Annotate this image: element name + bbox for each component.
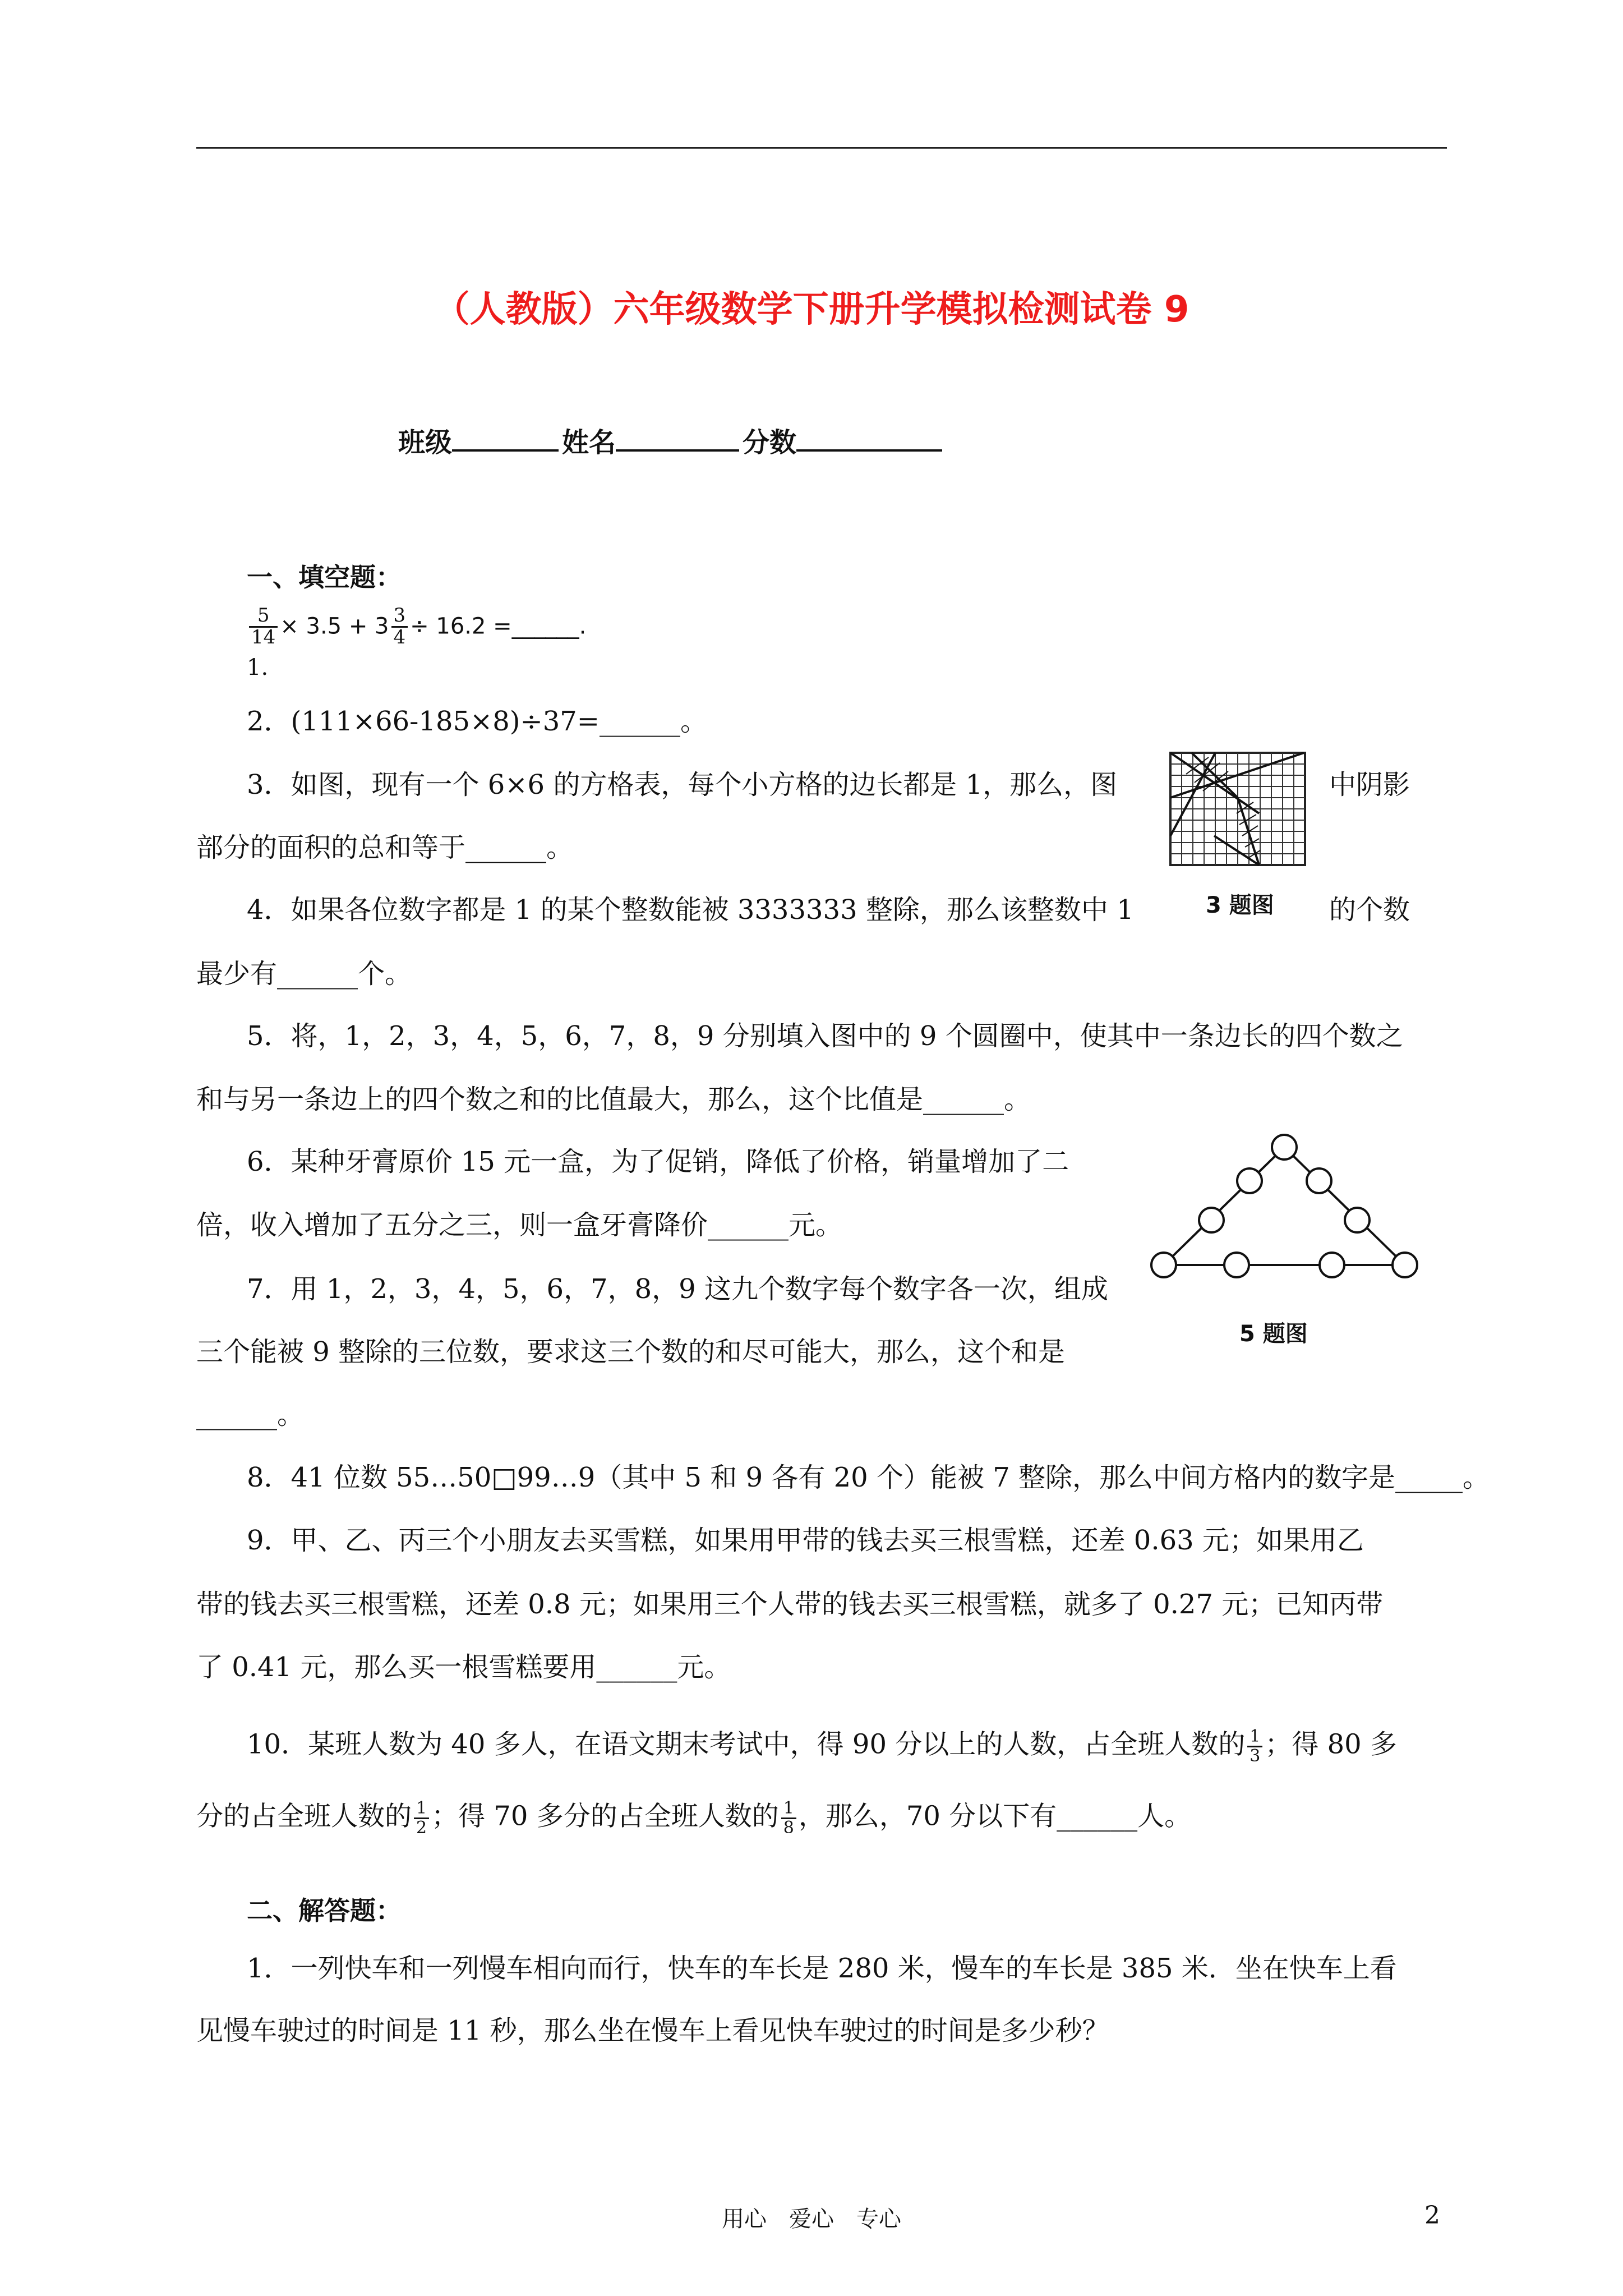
question-3-line-1-end: 中阴影 <box>1329 769 1410 800</box>
fraction: $\frac{5}{14}$ <box>249 606 278 647</box>
question-3-line-2: 部分的面积的总和等于______。 <box>196 832 574 863</box>
fraction: $\frac{1}{8}$ <box>781 1800 796 1837</box>
score-label: 分数 <box>743 427 797 458</box>
question-7-line-3: ______。 <box>196 1399 305 1430</box>
page-number: 2 <box>1424 2201 1440 2230</box>
question-6-line-2: 倍，收入增加了五分之三，则一盒牙膏降价______元。 <box>196 1209 843 1241</box>
section-heading-answer: 二、解答题： <box>247 1895 402 1926</box>
fraction: $\frac{3}{4}$ <box>391 606 408 647</box>
figure-5-triangle-image <box>1144 1128 1424 1279</box>
question-9-line-2: 带的钱去买三根雪糕，还差 0.8 元；如果用三个人带的钱去买三根雪糕，就多了 0.27 元；已知丙带 <box>196 1589 1384 1620</box>
class-blank <box>452 422 559 452</box>
question-5-line-2: 和与另一条边上的四个数之和的比值最大，那么，这个比值是______。 <box>196 1084 1031 1115</box>
name-label: 姓名 <box>562 427 616 458</box>
question-7-line-2: 三个能被 9 整除的三位数，要求这三个数的和尽可能大，那么，这个和是 <box>196 1336 1066 1368</box>
question-4-line-1-end: 的个数 <box>1329 894 1410 926</box>
question-3-line-1: 3．如图，现有一个 6×6 的方格表，每个小方格的边长都是 1，那么，图 <box>247 769 1118 800</box>
question-6-line-1: 6．某种牙膏原价 15 元一盒，为了促销，降低了价格，销量增加了二 <box>247 1146 1069 1177</box>
question-10-line-2: 分的占全班人数的 $\frac{1}{2}$ ；得 70 多分的占全班人数的 $\frac{1}{8}$ ，那么，70 分以下有______人。 <box>196 1798 1192 1838</box>
figure-3-caption: 3 题图 <box>1206 892 1274 918</box>
question-5-line-1: 5．将，1，2，3，4，5，6，7，8，9 分别填入图中的 9 个圆圈中，使其中一条边长的四个数之 <box>247 1020 1403 1052</box>
question-10-line-1: 10．某班人数为 40 多人，在语文期末考试中，得 90 分以上的人数，占全班人数的 $\frac{1}{3}$ ；得 80 多 <box>247 1727 1397 1766</box>
student-info-line <box>398 421 946 459</box>
score-blank <box>796 422 942 452</box>
question-1-number: 1. <box>247 655 269 680</box>
question-4-line-1: 4．如果各位数字都是 1 的某个整数能被 3333333 整除，那么该整数中 1 <box>247 894 1134 926</box>
question-9-line-3: 了 0.41 元，那么买一根雪糕要用______元。 <box>196 1651 731 1683</box>
question-1-expression: $\frac{5}{14}$ × 3.5 + 3 $\frac{3}{4}$ ÷ 16.2 =______. <box>247 606 586 647</box>
fraction: $\frac{1}{2}$ <box>414 1800 429 1837</box>
page-footer: 用心 爱心 专心 <box>722 2206 901 2232</box>
question-4-line-2: 最少有______个。 <box>196 958 412 990</box>
question-7-line-1: 7．用 1，2，3，4，5，6，7，8，9 这九个数字每个数字各一次，组成 <box>247 1273 1108 1305</box>
figure-3-grid-image <box>1169 752 1310 875</box>
question-8: 8．41 位数 55…50□99…9（其中 5 和 9 各有 20 个）能被 7 整除，那么中间方格内的数字是_____。 <box>247 1462 1490 1493</box>
fraction: $\frac{1}{3}$ <box>1247 1728 1262 1765</box>
section-heading-fill-in: 一、填空题： <box>247 562 402 592</box>
name-blank <box>616 422 739 452</box>
answer-question-1-line-1: 1．一列快车和一列慢车相向而行，快车的车长是 280 米，慢车的车长是 385 米．坐在快车上看 <box>247 1953 1397 1984</box>
question-2: 2．(111×66-185×8)÷37=______。 <box>247 706 708 737</box>
header-rule <box>196 147 1447 149</box>
page-title: （人教版）六年级数学下册升学模拟检测试卷 9 <box>434 289 1189 330</box>
figure-5-caption: 5 题图 <box>1239 1321 1308 1347</box>
answer-question-1-line-2: 见慢车驶过的时间是 11 秒，那么坐在慢车上看见快车驶过的时间是多少秒？ <box>196 2015 1109 2046</box>
class-label: 班级 <box>398 427 453 458</box>
question-9-line-1: 9．甲、乙、丙三个小朋友去买雪糕，如果用甲带的钱去买三根雪糕，还差 0.63 元；如果用乙 <box>247 1525 1364 1556</box>
